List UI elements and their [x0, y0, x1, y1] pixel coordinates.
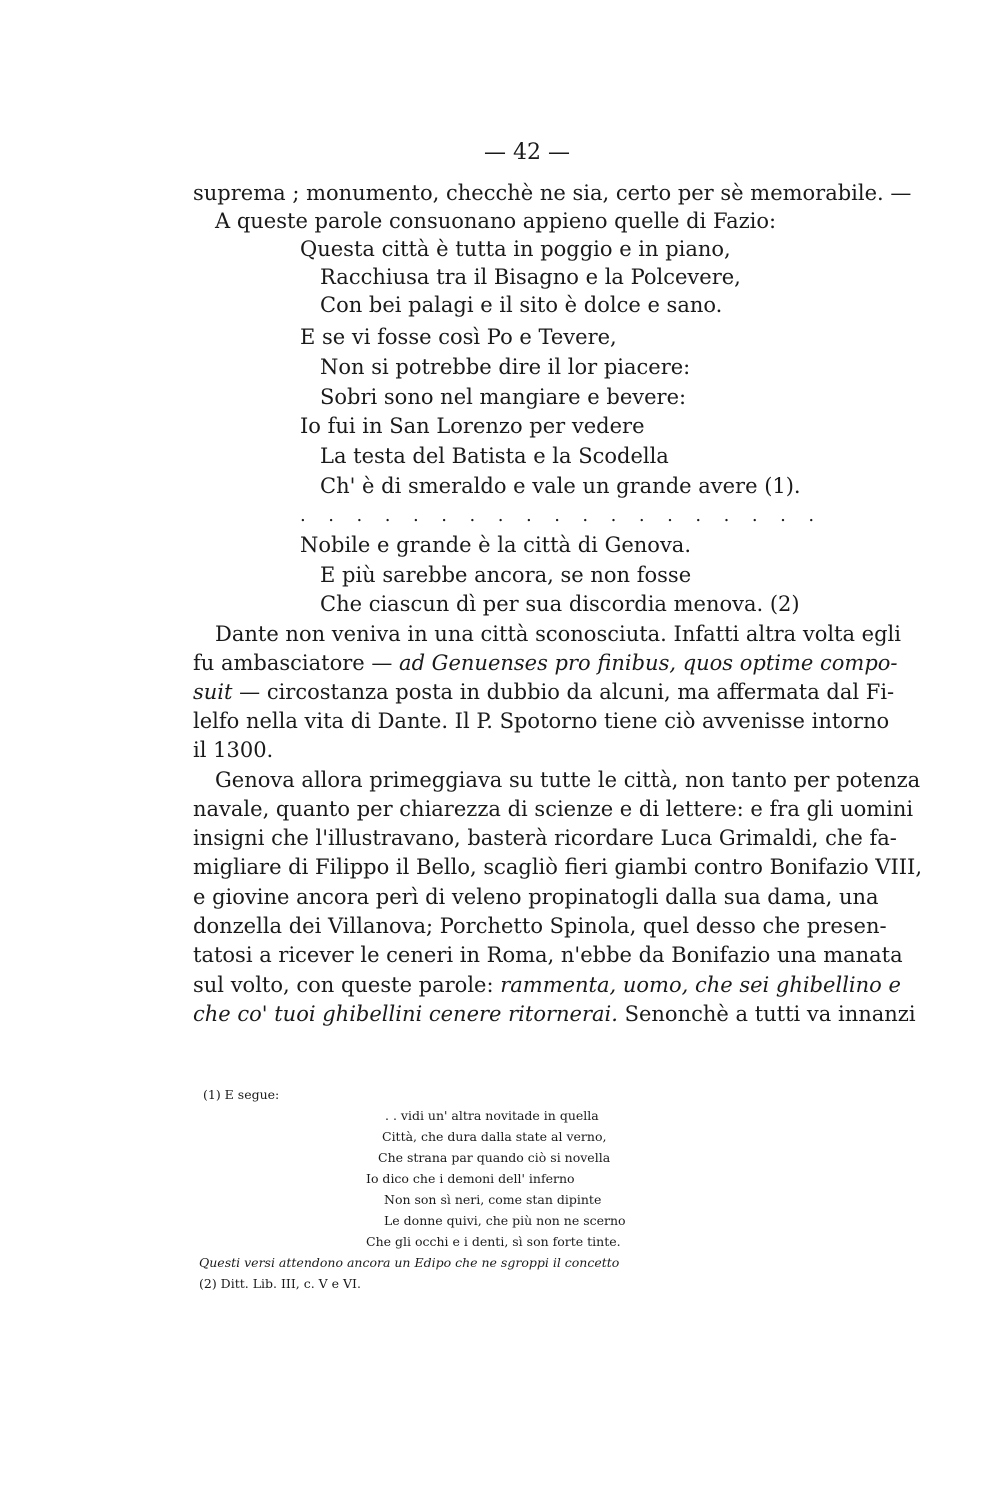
text-line	[193, 973, 901, 997]
poem-line: Racchiusa tra il Bisagno e la Polcevere,	[320, 265, 741, 289]
text-line: e giovine ancora perì di veleno propinatogli dalla sua dama, una	[193, 885, 879, 909]
text-run: fu ambasciatore —	[193, 651, 400, 675]
text-line	[193, 680, 894, 704]
quote: che co' tuoi ghibellini cenere ritornerai.	[193, 1002, 618, 1026]
text-line: il 1300.	[193, 738, 274, 762]
footnote-verse: . . vidi un' altra novitade in quella	[385, 1108, 599, 1123]
text-line: Genova allora primeggiava su tutte le città, non tanto per potenza	[215, 768, 921, 792]
poem-line: Non si potrebbe dire il lor piacere:	[320, 355, 691, 379]
text-run: sul volto, con queste parole:	[193, 973, 501, 997]
poem-line: Questa città è tutta in poggio e in piano,	[300, 237, 731, 261]
text-line	[193, 1002, 916, 1026]
text-line: migliare di Filippo il Bello, scagliò fieri giambi contro Bonifazio VIII,	[193, 855, 923, 879]
poem-line: Io fui in San Lorenzo per vedere	[300, 414, 645, 438]
ellipsis-row: . . . . . . . . . . . . . . . . . . .	[300, 505, 823, 526]
poem-line: E se vi fosse così Po e Tevere,	[300, 325, 617, 349]
footnote-verse: Io dico che i demoni dell' inferno	[366, 1171, 575, 1186]
poem-line: Con bei palagi e il sito è dolce e sano.	[320, 293, 723, 317]
footnote-1-note: Questi versi attendono ancora un Edipo che ne sgroppi il concetto	[199, 1255, 620, 1270]
poem-line: Che ciascun dì per sua discordia menova. (2)	[320, 592, 800, 616]
text-line: navale, quanto per chiarezza di scienze e di lettere: e fra gli uomini	[193, 797, 914, 821]
page-number: — 42 —	[484, 140, 570, 165]
footnote-1-intro: (1) E segue:	[203, 1087, 280, 1102]
footnote-verse: Che gli occhi e i denti, sì son forte tinte.	[366, 1234, 621, 1249]
text-line: tatosi a ricever le ceneri in Roma, n'ebbe da Bonifazio una manata	[193, 943, 903, 967]
poem-line: Sobri sono nel mangiare e bevere:	[320, 385, 687, 409]
footnote-2: (2) Ditt. Lib. III, c. V e VI.	[199, 1276, 361, 1291]
footnote-verse: Non son sì neri, come stan dipinte	[384, 1192, 602, 1207]
quote: rammenta, uomo, che sei ghibellino e	[500, 973, 901, 997]
poem-line: E più sarebbe ancora, se non fosse	[320, 563, 692, 587]
footnote-verse: Le donne quivi, che più non ne scerno	[384, 1213, 626, 1228]
footnote-verse: Città, che dura dalla state al verno,	[382, 1129, 607, 1144]
text-line: donzella dei Villanova; Porchetto Spinola, quel desso che presen-	[193, 914, 887, 938]
text-line: lelfo nella vita di Dante. Il P. Spotorno tiene ciò avvenisse intorno	[193, 709, 890, 733]
text-run: — circostanza posta in dubbio da alcuni, ma affermata dal Fi-	[232, 680, 895, 704]
poem-line: Ch' è di smeraldo e vale un grande avere (1).	[320, 474, 801, 498]
text-line: suprema ; monumento, checchè ne sia, certo per sè memorabile. —	[193, 181, 912, 205]
text-line: Dante non veniva in una città sconosciuta. Infatti altra volta egli	[215, 622, 901, 646]
text-line	[193, 651, 898, 675]
text-line: insigni che l'illustravano, basterà ricordare Luca Grimaldi, che fa-	[193, 826, 897, 850]
footnote-verse: Che strana par quando ciò si novella	[378, 1150, 611, 1165]
latin-quote: suit	[193, 680, 233, 704]
text-run: Senonchè a tutti va innanzi	[617, 1002, 916, 1026]
latin-quote: ad Genuenses pro finibus, quos optime compo-	[399, 651, 898, 675]
poem-line: La testa del Batista e la Scodella	[320, 444, 669, 468]
text-line: A queste parole consuonano appieno quelle di Fazio:	[215, 209, 777, 233]
poem-line: Nobile e grande è la città di Genova.	[300, 533, 692, 557]
